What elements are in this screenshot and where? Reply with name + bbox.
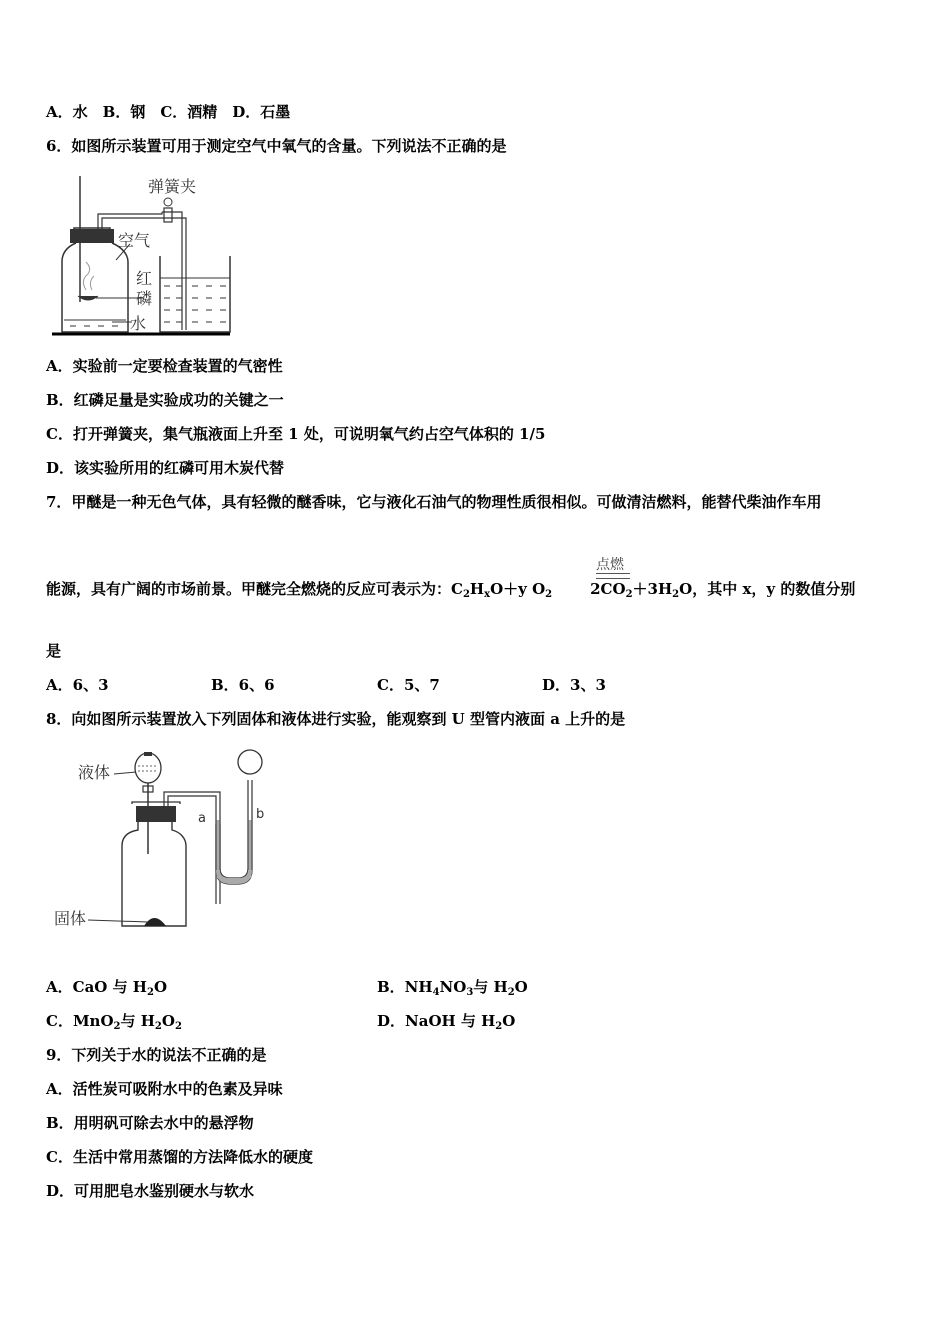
level-b-label: b [256,807,265,822]
water-label: 水 [130,314,147,333]
q7-stem-line1: 7．甲醚是一种无色气体，具有轻微的醚香味，它与液化石油气的物理性质很相似。可做清洁燃料，能替代柴油作车用 [46,493,822,511]
reaction-condition: 点燃 [596,557,624,573]
q8-option-d: D．NaOH 与 $H_2O$ [377,1012,516,1032]
clip-label: 弹簧夹 [148,177,197,196]
red-label-1: 红 [136,269,153,288]
air-label: 空气 [118,231,151,250]
q7-option-a: A．6、3 [46,676,109,694]
q7-stem-line3: 是 [46,642,62,660]
q7-stem-line2: 能源，具有广阔的市场前景。甲醚完全燃烧的反应可表示为：$C_2H_xO+y$ $O_2$ $2CO_2+3H_2O$，其中 x，y 的数值分别 [46,580,856,600]
q9-option-c: C．生活中常用蒸馏的方法降低水的硬度 [46,1148,313,1166]
q8-option-c: C．MnO$_2$与 $H_2O_2$ [46,1012,182,1032]
q6-stem: 6．如图所示装置可用于测定空气中氧气的含量。下列说法不正确的是 [46,137,507,155]
red-label-2: 磷 [136,289,153,308]
q8-option-b: B．$NH_4NO_3$与 $H_2O$ [377,978,528,998]
q6-option-a: A．实验前一定要检查装置的气密性 [46,357,283,375]
q9-option-b: B．用明矾可除去水中的悬浮物 [46,1114,254,1132]
q6-option-c: C．打开弹簧夹，集气瓶液面上升至 1 处，可说明氧气约占空气体积的 1/5 [46,425,546,443]
q7-option-d: D．3、3 [542,676,606,694]
q8-figure [52,744,292,936]
q8-stem: 8．向如图所示装置放入下列固体和液体进行实验，能观察到 U 型管内液面 a 上升的是 [46,710,626,728]
q7-option-b: B．6、6 [211,676,275,694]
q8-option-a: A．CaO 与 $H_2O$ [46,978,168,998]
q6-option-b: B．红磷足量是实验成功的关键之一 [46,391,284,409]
liquid-label: 液体 [78,763,111,782]
solid-label: 固体 [54,909,87,928]
q9-option-d: D．可用肥皂水鉴别硬水与软水 [46,1182,255,1200]
q6-figure [52,172,242,340]
q9-option-a: A．活性炭可吸附水中的色素及异味 [46,1080,283,1098]
q9-stem: 9．下列关于水的说法不正确的是 [46,1046,267,1064]
q7-option-c: C．5、7 [377,676,440,694]
q6-option-d: D．该实验所用的红磷可用木炭代替 [46,459,285,477]
q5-options: A．水 B．钢 C．酒精 D．石墨 [46,103,291,121]
level-a-label: a [198,811,206,826]
